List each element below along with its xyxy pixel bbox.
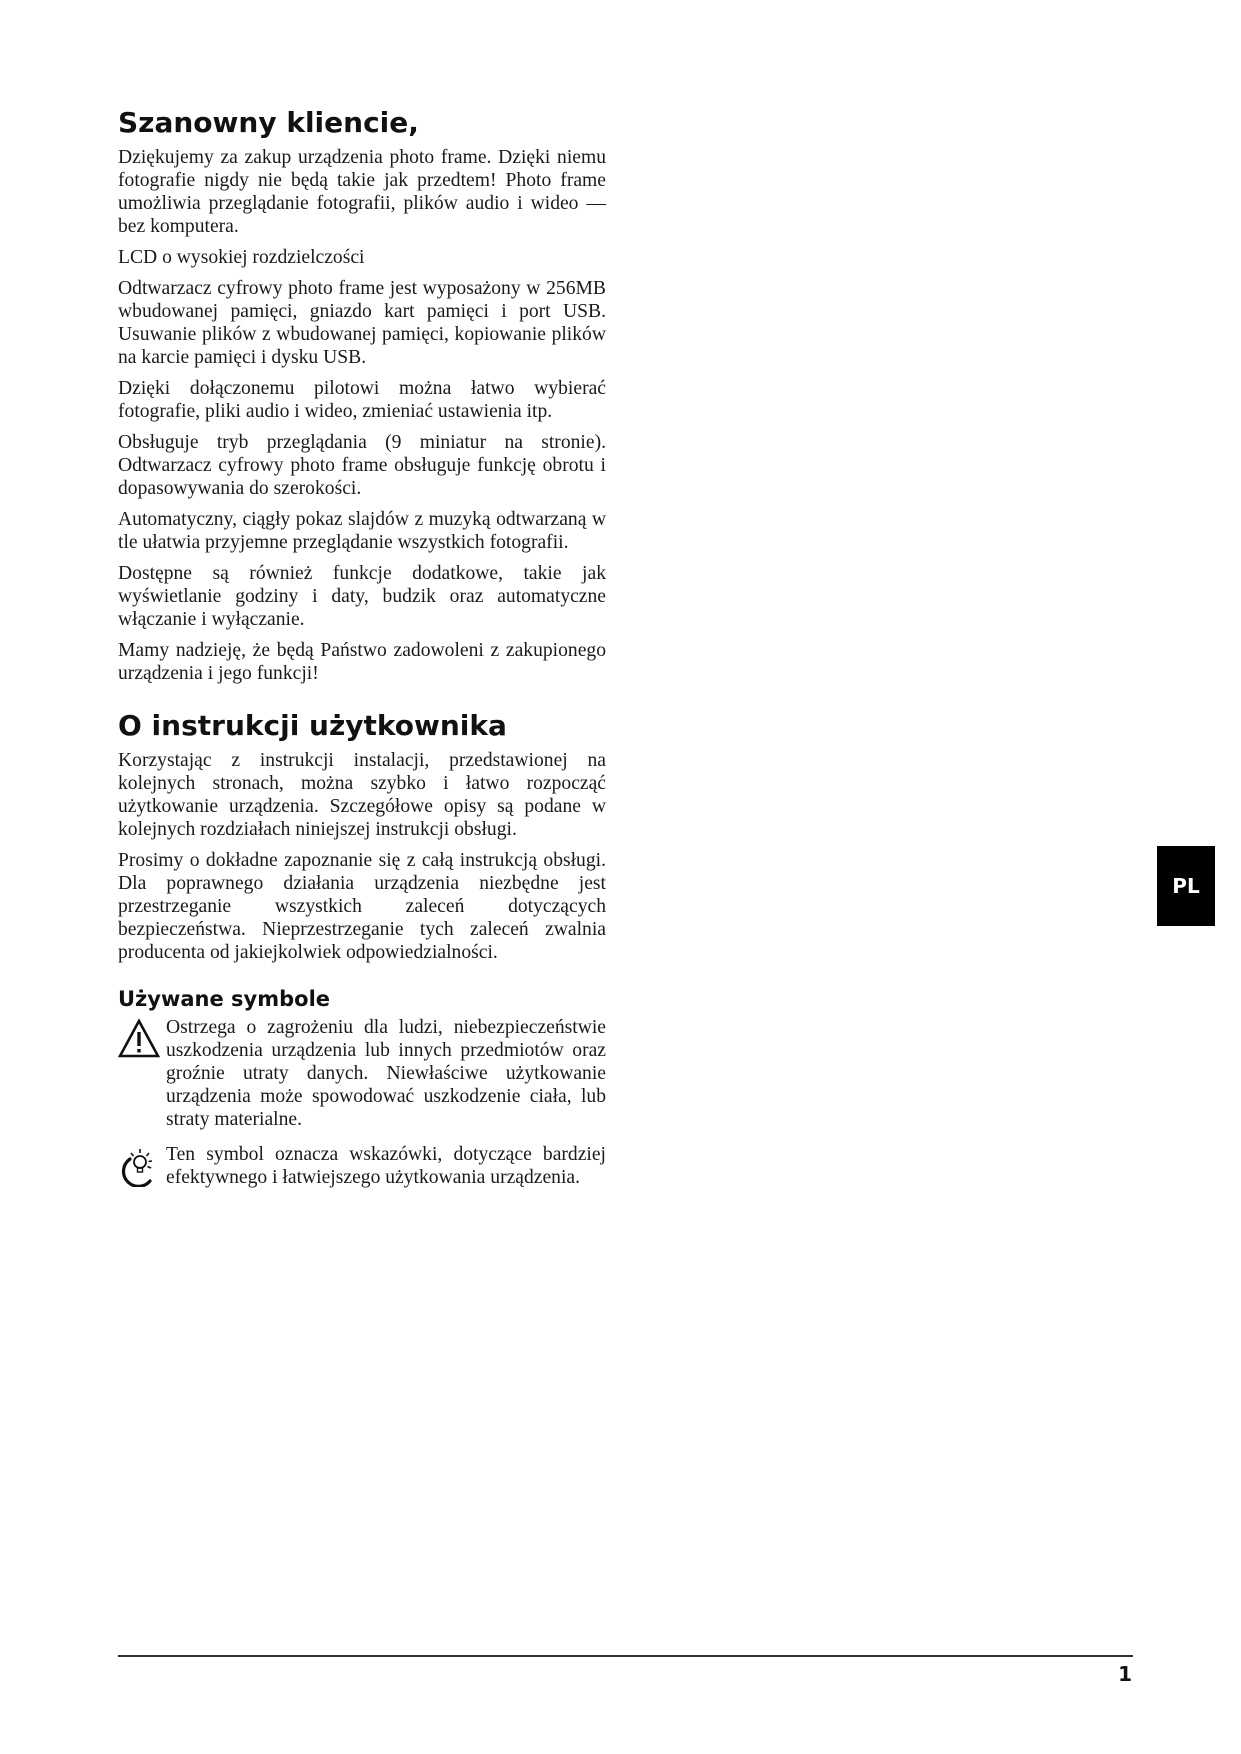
paragraph: LCD o wysokiej rozdzielczości bbox=[118, 247, 365, 268]
page-title: Szanowny kliencie, bbox=[118, 106, 419, 139]
tip-lightbulb-icon bbox=[118, 1145, 160, 1187]
paragraph: Automatyczny, ciągły pokaz slajdów z muzyką odtwarzaną w tle ułatwia przyjemne przeglądanie wszystkich fotografii. bbox=[118, 509, 606, 553]
language-tab: PL bbox=[1157, 846, 1215, 926]
section-about-manual bbox=[118, 709, 606, 964]
section-heading: O instrukcji użytkownika bbox=[118, 709, 507, 742]
section-symbols bbox=[118, 986, 606, 1189]
paragraph: Obsługuje tryb przeglądania (9 miniatur na stronie). Odtwarzacz cyfrowy photo frame obsługuje funkcję obrotu i dopasowywania do szerokości. bbox=[118, 432, 606, 499]
symbol-row-warning bbox=[118, 1016, 606, 1131]
paragraph: Korzystając z instrukcji instalacji, przedstawionej na kolejnych stronach, można szybko i łatwo rozpocząć użytkowanie urządzenia. Szczegółowe opisy są podane w kolejnych rozdziałach niniejszej instrukcji obsługi. bbox=[118, 750, 606, 840]
paragraph: Prosimy o dokładne zapoznanie się z całą instrukcją obsługi. Dla poprawnego działania urządzenia niezbędne jest przestrzeganie wszystkich zaleceń dotyczących bezpieczeństwa. Nieprzestrzeganie tych zaleceń zwalnia producenta od jakiejkolwiek odpowiedzialności. bbox=[118, 850, 606, 963]
symbol-row-tip bbox=[118, 1143, 606, 1189]
paragraph: Dziękujemy za zakup urządzenia photo frame. Dzięki niemu fotografie nigdy nie będą takie jak przedtem! Photo frame umożliwia przeglądanie fotografii, plików audio i wideo — bez komputera. bbox=[118, 147, 606, 237]
main-column bbox=[118, 106, 606, 1201]
paragraph: Dzięki dołączonemu pilotowi można łatwo wybierać fotografie, pliki audio i wideo, zmieniać ustawienia itp. bbox=[118, 378, 606, 422]
section-welcome bbox=[118, 106, 606, 685]
subsection-heading: Używane symbole bbox=[118, 987, 331, 1011]
page-number: 1 bbox=[1118, 1662, 1132, 1686]
paragraph: Mamy nadzieję, że będą Państwo zadowoleni z zakupionego urządzenia i jego funkcji! bbox=[118, 640, 606, 684]
symbol-description: Ten symbol oznacza wskazówki, dotyczące bardziej efektywnego i łatwiejszego użytkowania urządzenia. bbox=[166, 1144, 606, 1188]
footer-divider bbox=[118, 1655, 1133, 1657]
paragraph: Odtwarzacz cyfrowy photo frame jest wyposażony w 256MB wbudowanej pamięci, gniazdo kart pamięci i port USB. Usuwanie plików z wbudowanej pamięci, kopiowanie plików na karcie pamięci i dysku USB. bbox=[118, 278, 606, 368]
symbol-description: Ostrzega o zagrożeniu dla ludzi, niebezpieczeństwie uszkodzenia urządzenia lub innych przedmiotów oraz groźnie utraty danych. Niewłaściwe użytkowanie urządzenia może spowodować uszkodzenie ciała, lub straty materialne. bbox=[166, 1017, 606, 1130]
warning-triangle-icon bbox=[118, 1018, 160, 1060]
paragraph: Dostępne są również funkcje dodatkowe, takie jak wyświetlanie godziny i daty, budzik oraz automatyczne włączanie i wyłączanie. bbox=[118, 563, 606, 630]
